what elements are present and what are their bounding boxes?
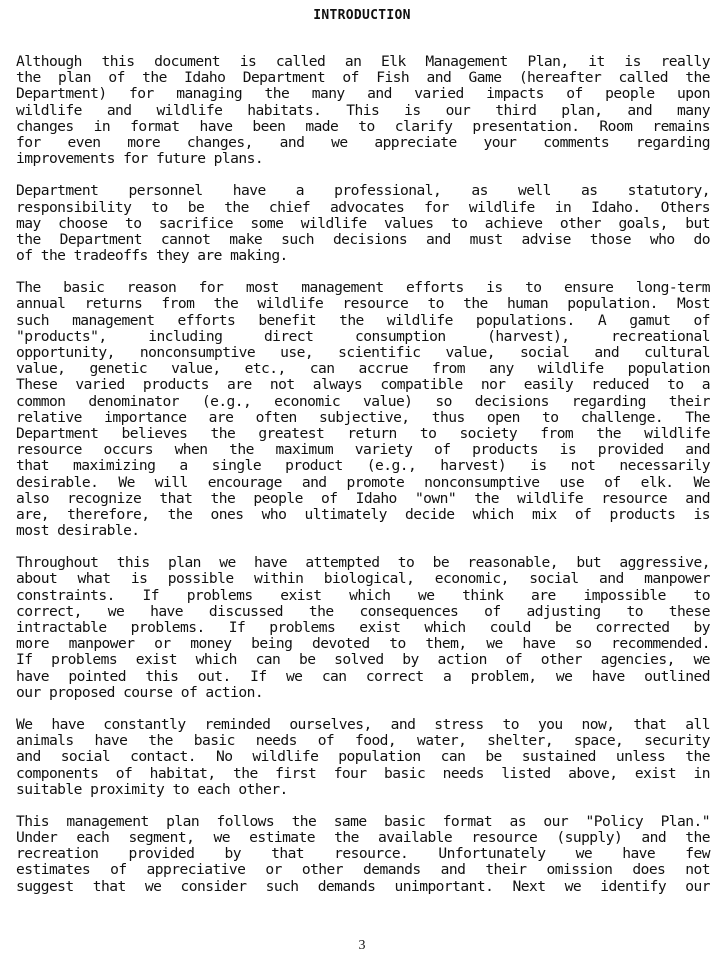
text-line: changes in format have been made to clarify presentation. Room remains xyxy=(16,117,710,135)
text-line: are, therefore, the ones who ultimately decide which mix of products is xyxy=(16,505,710,523)
text-line: improvements for future plans. xyxy=(16,150,264,168)
text-line: our proposed course of action. xyxy=(16,683,264,701)
text-line: wildlife and wildlife habitats. This is our third plan, and many xyxy=(16,101,710,119)
text-line: such management efforts benefit the wildlife populations. A gamut of xyxy=(16,311,710,329)
body-text xyxy=(16,54,710,911)
text-line: estimates of appreciative or other demands and their omission does not xyxy=(16,861,710,879)
text-line: the plan of the Idaho Department of Fish and Game (hereafter called the xyxy=(16,69,710,87)
text-line: desirable. We will encourage and promote nonconsumptive use of elk. We xyxy=(16,473,710,491)
text-line: for even more changes, and we appreciate your comments regarding xyxy=(16,133,710,151)
text-line: value, genetic value, etc., can accrue from any wildlife population xyxy=(16,360,710,378)
text-line: This management plan follows the same basic format as our "Policy Plan." xyxy=(16,812,710,830)
text-line: that maximizing a single product (e.g., harvest) is not necessarily xyxy=(16,457,710,475)
text-line: correct, we have discussed the consequences of adjusting to these xyxy=(16,602,710,620)
text-line: If problems exist which can be solved by action of other agencies, we xyxy=(16,651,710,669)
text-line: of the tradeoffs they are making. xyxy=(16,247,288,265)
page-number: 3 xyxy=(358,938,366,953)
paragraph xyxy=(16,814,710,895)
text-line: opportunity, nonconsumptive use, scientific value, social and cultural xyxy=(16,344,710,361)
text-line: more manpower or money being devoted to them, we have so recommended. xyxy=(16,635,710,653)
text-line: responsibility to be the chief advocates for wildlife in Idaho. Others xyxy=(16,198,710,216)
text-line: These varied products are not always compatible nor easily reduced to a xyxy=(16,376,710,394)
paragraph xyxy=(16,555,710,701)
text-line: annual returns from the wildlife resource to the human population. Most xyxy=(16,295,710,313)
text-line: have pointed this out. If we can correct a problem, we have outlined xyxy=(16,667,710,685)
text-line: recreation provided by that resource. Unfortunately we have few xyxy=(16,845,710,863)
text-line: components of habitat, the first four basic needs listed above, exist in xyxy=(16,764,710,782)
text-line: about what is possible within biological, economic, social and manpower xyxy=(16,570,710,588)
text-line: "products", including direct consumption (harvest), recreational xyxy=(16,327,710,345)
text-line: Department personnel have a professional, as well as statutory, xyxy=(16,182,710,200)
text-line: Department believes the greatest return to society from the wildlife xyxy=(16,424,710,442)
text-line: the Department cannot make such decisions and must advise those who do xyxy=(16,230,710,248)
text-line: also recognize that the people of Idaho "own" the wildlife resource and xyxy=(16,489,710,507)
paragraph xyxy=(16,183,710,264)
text-line: relative importance are often subjective, thus open to challenge. The xyxy=(16,408,710,426)
text-line: Department) for managing the many and varied impacts of people upon xyxy=(16,85,710,103)
text-line: common denominator (e.g., economic value) so decisions regarding their xyxy=(16,392,710,410)
text-line: resource occurs when the maximum variety of products is provided and xyxy=(16,441,710,459)
text-line: Under each segment, we estimate the available resource (supply) and the xyxy=(16,829,710,847)
text-line: Throughout this plan we have attempted to be reasonable, but aggressive, xyxy=(16,554,710,572)
text-line: and social contact. No wildlife population can be sustained unless the xyxy=(16,748,710,766)
text-line: may choose to sacrifice some wildlife values to achieve other goals, but xyxy=(16,214,710,232)
page-title: INTRODUCTION xyxy=(313,8,411,23)
text-line: most desirable. xyxy=(16,522,140,540)
text-line: Although this document is called an Elk Management Plan, it is really xyxy=(16,53,710,70)
text-line: animals have the basic needs of food, water, shelter, space, security xyxy=(16,732,710,750)
paragraph xyxy=(16,717,710,798)
text-line: We have constantly reminded ourselves, and stress to you now, that all xyxy=(16,715,710,733)
text-line: intractable problems. If problems exist which could be corrected by xyxy=(16,619,710,636)
text-line: constraints. If problems exist which we think are impossible to xyxy=(16,586,710,604)
paragraph xyxy=(16,54,710,167)
text-line: suitable proximity to each other. xyxy=(16,780,288,798)
paragraph xyxy=(16,280,710,539)
text-line: The basic reason for most management efforts is to ensure long-term xyxy=(16,279,710,297)
text-line: suggest that we consider such demands unimportant. Next we identify our xyxy=(16,877,710,895)
